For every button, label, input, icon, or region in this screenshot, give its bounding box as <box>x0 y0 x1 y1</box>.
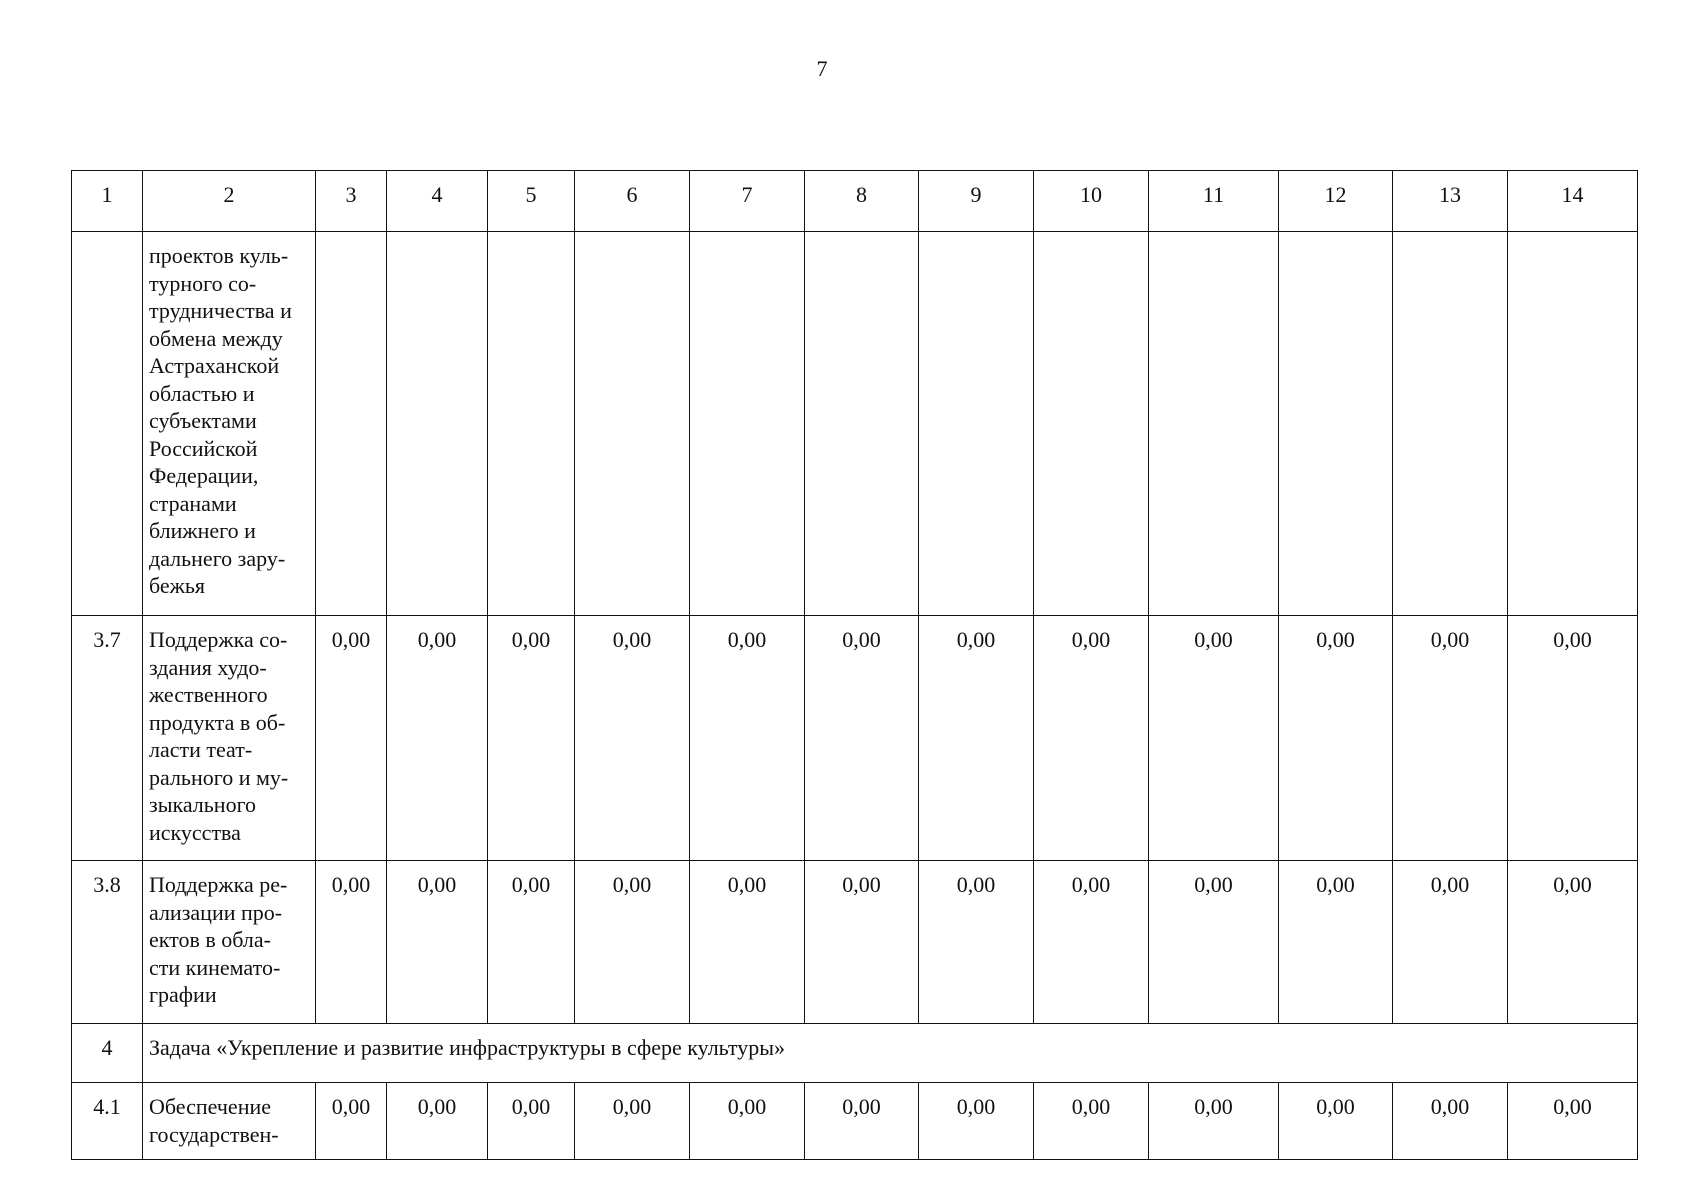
value-cell: 0,00 <box>1034 616 1149 861</box>
value-cell: 0,00 <box>1034 1083 1149 1160</box>
value-cell: 0,00 <box>690 1083 805 1160</box>
value-cell <box>1393 232 1508 616</box>
row-number-cell <box>72 232 143 616</box>
value-cell: 0,00 <box>1279 861 1393 1024</box>
value-cell: 0,00 <box>575 616 690 861</box>
column-header: 10 <box>1034 171 1149 232</box>
value-cell: 0,00 <box>1508 1083 1638 1160</box>
value-cell: 0,00 <box>805 861 919 1024</box>
value-cell: 0,00 <box>1508 861 1638 1024</box>
value-cell: 0,00 <box>1279 1083 1393 1160</box>
value-cell: 0,00 <box>1149 616 1279 861</box>
value-cell <box>316 232 387 616</box>
value-cell: 0,00 <box>919 861 1034 1024</box>
table-row-continuation <box>72 232 1638 616</box>
value-cell: 0,00 <box>690 616 805 861</box>
row-description-cell: Поддержка со- здания худо- жественного продукта в об- ласти теат- рального и му- зыкального искусства <box>143 616 316 861</box>
task-title-cell: Задача «Укрепление и развитие инфраструктуры в сфере культуры» <box>143 1024 1638 1083</box>
value-cell <box>805 232 919 616</box>
column-header: 12 <box>1279 171 1393 232</box>
page-number: 7 <box>816 56 828 81</box>
column-header: 14 <box>1508 171 1638 232</box>
column-header: 7 <box>690 171 805 232</box>
column-header: 2 <box>143 171 316 232</box>
header-row <box>72 171 1638 232</box>
row-number-cell: 3.7 <box>72 616 143 861</box>
value-cell: 0,00 <box>1149 1083 1279 1160</box>
column-header: 13 <box>1393 171 1508 232</box>
table-row <box>72 861 1638 1024</box>
value-cell: 0,00 <box>387 861 488 1024</box>
value-cell: 0,00 <box>919 1083 1034 1160</box>
value-cell: 0,00 <box>488 861 575 1024</box>
row-number-cell: 4.1 <box>72 1083 143 1160</box>
value-cell: 0,00 <box>1149 861 1279 1024</box>
row-description-cell: проектов куль- турного со- трудничества и обмена между Астраханской областью и субъектами Российской Федерации, странами ближнего и дальнего зару- бежья <box>143 232 316 616</box>
column-header: 11 <box>1149 171 1279 232</box>
row-description-cell: Поддержка ре- ализации про- ектов в обла- сти кинемато- графии <box>143 861 316 1024</box>
table-row <box>72 616 1638 861</box>
column-header: 4 <box>387 171 488 232</box>
row-number-cell: 4 <box>72 1024 143 1083</box>
value-cell: 0,00 <box>1508 616 1638 861</box>
budget-table <box>71 170 1638 1160</box>
row-number-cell: 3.8 <box>72 861 143 1024</box>
value-cell <box>1279 232 1393 616</box>
value-cell: 0,00 <box>919 616 1034 861</box>
column-header: 1 <box>72 171 143 232</box>
value-cell <box>575 232 690 616</box>
column-header: 8 <box>805 171 919 232</box>
value-cell <box>387 232 488 616</box>
column-header: 9 <box>919 171 1034 232</box>
value-cell: 0,00 <box>316 1083 387 1160</box>
value-cell <box>919 232 1034 616</box>
value-cell: 0,00 <box>805 616 919 861</box>
column-header: 6 <box>575 171 690 232</box>
value-cell: 0,00 <box>1393 1083 1508 1160</box>
value-cell: 0,00 <box>575 1083 690 1160</box>
value-cell: 0,00 <box>1279 616 1393 861</box>
task-row <box>72 1024 1638 1083</box>
value-cell: 0,00 <box>488 616 575 861</box>
value-cell: 0,00 <box>316 861 387 1024</box>
value-cell: 0,00 <box>387 616 488 861</box>
row-description-cell: Обеспечение государствен- <box>143 1083 316 1160</box>
value-cell <box>1508 232 1638 616</box>
value-cell: 0,00 <box>387 1083 488 1160</box>
value-cell <box>488 232 575 616</box>
value-cell: 0,00 <box>488 1083 575 1160</box>
value-cell: 0,00 <box>1034 861 1149 1024</box>
column-header: 5 <box>488 171 575 232</box>
value-cell <box>1034 232 1149 616</box>
table-row <box>72 1083 1638 1160</box>
value-cell: 0,00 <box>1393 861 1508 1024</box>
value-cell <box>1149 232 1279 616</box>
value-cell: 0,00 <box>575 861 690 1024</box>
value-cell: 0,00 <box>316 616 387 861</box>
column-header: 3 <box>316 171 387 232</box>
value-cell: 0,00 <box>690 861 805 1024</box>
value-cell <box>690 232 805 616</box>
value-cell: 0,00 <box>805 1083 919 1160</box>
value-cell: 0,00 <box>1393 616 1508 861</box>
